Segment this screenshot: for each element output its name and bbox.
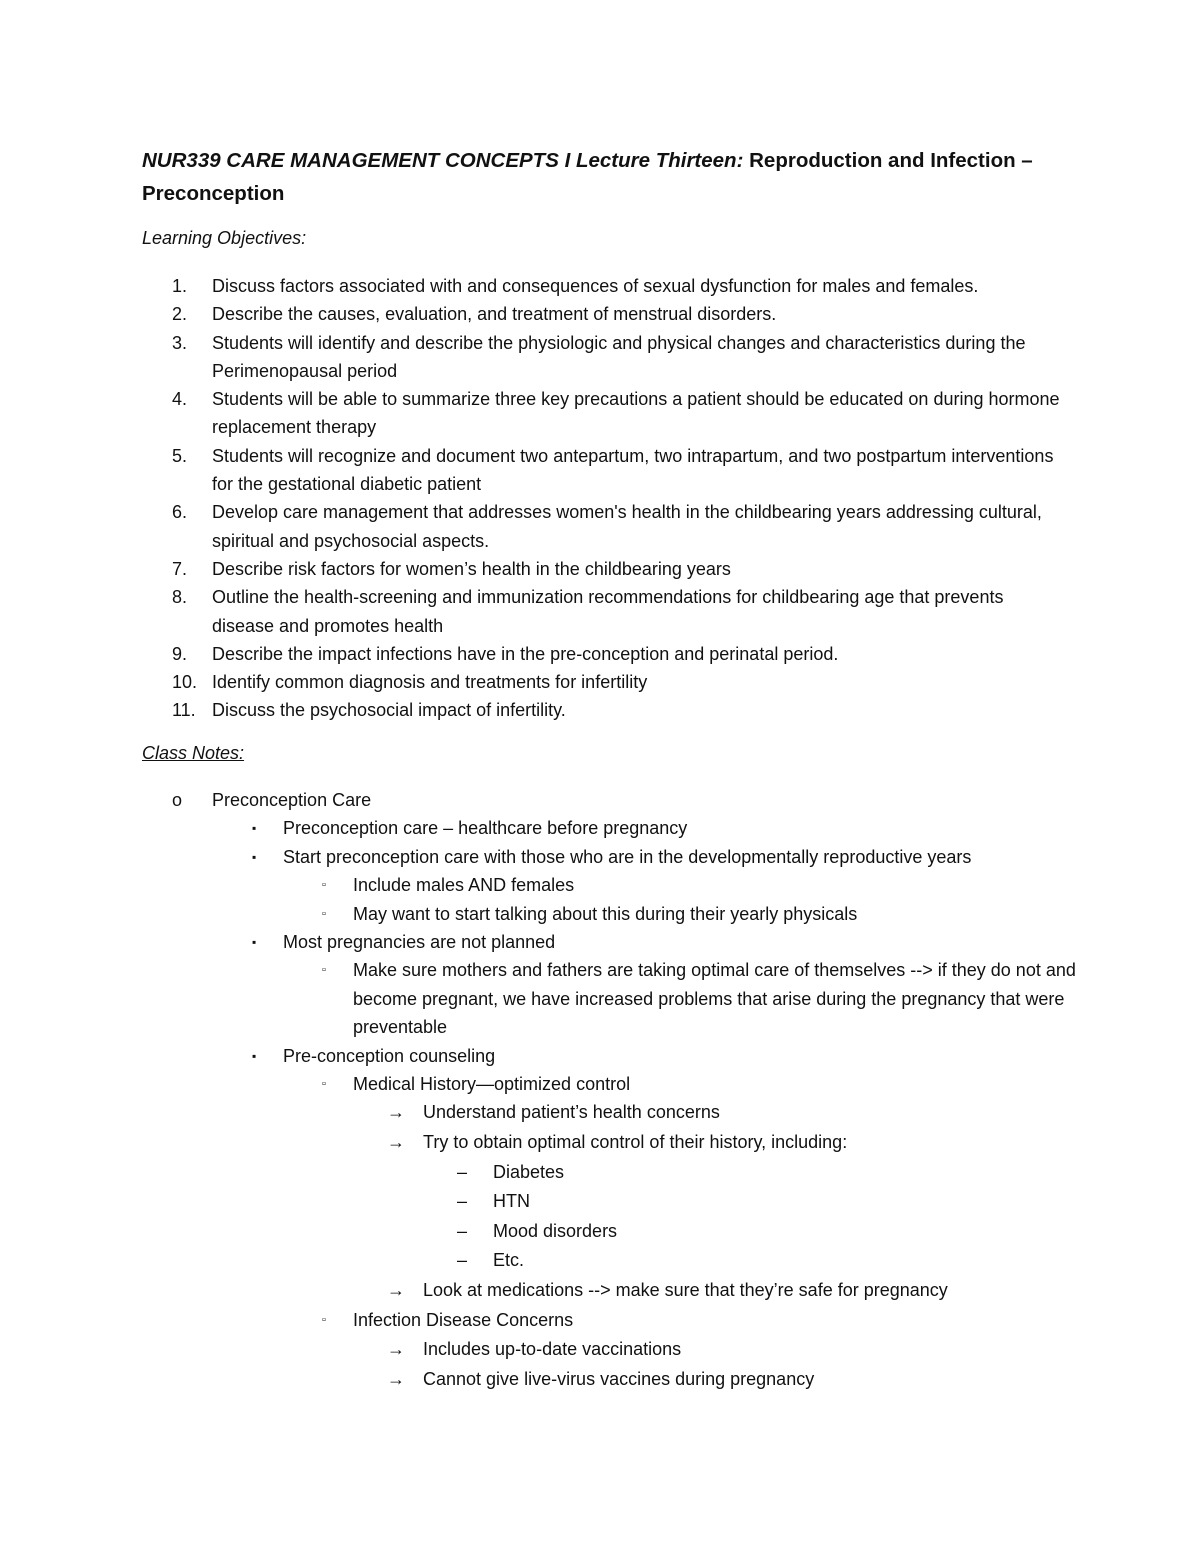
note-text: Includes up-to-date vaccinations <box>423 1339 682 1360</box>
note-item <box>142 1276 1082 1306</box>
arrow-bullet-icon: → <box>387 1132 405 1153</box>
note-text: Look at medications --> make sure that they’re safe for pregnancy <box>423 1280 948 1301</box>
objective-number: 8. <box>172 587 188 608</box>
objective-number: 2. <box>172 304 188 325</box>
note-text: Try to obtain optimal control of their history, including: <box>423 1132 848 1153</box>
objective-item <box>142 668 1062 696</box>
objective-item <box>142 300 1062 328</box>
objective-text: Describe the causes, evaluation, and treatment of menstrual disorders. <box>212 304 777 325</box>
note-item <box>142 956 1082 1041</box>
objective-number: 4. <box>172 389 188 410</box>
dash-bullet-icon: – <box>457 1250 468 1271</box>
note-item <box>142 900 1082 928</box>
hollow-square-bullet-icon: ▫ <box>322 879 326 892</box>
note-item <box>142 1187 1082 1217</box>
learning-objectives-heading: Learning Objectives: <box>142 228 307 248</box>
note-item <box>142 1098 1082 1128</box>
objective-item <box>142 696 1062 724</box>
objective-item <box>142 583 1062 640</box>
note-item <box>142 1246 1082 1276</box>
note-item <box>142 1365 1082 1395</box>
square-bullet-icon: ▪ <box>252 935 257 950</box>
note-text: Include males AND females <box>353 875 575 896</box>
note-item <box>142 1070 1082 1098</box>
objective-text: Discuss the psychosocial impact of infertility. <box>212 700 566 721</box>
note-text: Etc. <box>493 1250 525 1271</box>
objective-text: Discuss factors associated with and consequences of sexual dysfunction for males and females. <box>212 276 979 296</box>
note-text: Make sure mothers and fathers are taking optimal care of themselves --> if they do not and become pregnant, we have increased problems that arise during the pregnancy that were preventable <box>353 960 1076 1038</box>
objective-number: 1. <box>172 276 188 296</box>
objective-item <box>142 329 1062 386</box>
note-item <box>142 1306 1082 1336</box>
note-text: May want to start talking about this during their yearly physicals <box>353 903 858 924</box>
note-item <box>142 786 1082 814</box>
arrow-bullet-icon: → <box>387 1102 405 1123</box>
class-notes-heading: Class Notes: <box>142 743 245 763</box>
objective-number: 6. <box>172 502 188 523</box>
note-text: Medical History—optimized control <box>353 1074 631 1095</box>
objective-item <box>142 640 1062 668</box>
hollow-square-bullet-icon: ▫ <box>322 1078 326 1091</box>
objective-text: Outline the health-screening and immunization recommendations for childbearing age that prevents disease and promotes health <box>212 587 1004 636</box>
dash-bullet-icon: – <box>457 1191 468 1212</box>
objective-item <box>142 272 1062 300</box>
objective-item <box>142 555 1062 583</box>
square-bullet-icon: ▪ <box>252 821 257 836</box>
note-text: HTN <box>493 1191 530 1212</box>
note-text: Cannot give live-virus vaccines during pregnancy <box>423 1368 815 1389</box>
arrow-bullet-icon: → <box>387 1368 405 1389</box>
note-item <box>142 871 1082 899</box>
note-item <box>142 1335 1082 1365</box>
note-text: Infection Disease Concerns <box>353 1309 574 1330</box>
note-text: Start preconception care with those who are in the developmentally reproductive years <box>283 846 972 867</box>
hollow-square-bullet-icon: ▫ <box>322 964 326 977</box>
objective-number: 7. <box>172 558 188 579</box>
objective-item <box>142 498 1062 555</box>
note-text: Understand patient’s health concerns <box>423 1102 720 1123</box>
objective-number: 10. <box>172 672 198 693</box>
note-text: Most pregnancies are not planned <box>283 932 556 953</box>
objective-text: Describe the impact infections have in the pre-conception and perinatal period. <box>212 643 839 664</box>
objective-number: 11. <box>172 700 196 721</box>
note-item <box>142 814 1082 842</box>
lecture-topic: Reproduction and Infection – Preconception <box>142 149 1033 205</box>
objective-text: Students will recognize and document two antepartum, two intrapartum, and two postpartum interventions for the gestational diabetic patient <box>212 445 1054 495</box>
square-bullet-icon: ▪ <box>252 849 257 864</box>
note-text: Mood disorders <box>493 1220 618 1241</box>
page-title <box>142 144 1062 210</box>
objective-text: Develop care management that addresses women's health in the childbearing years addressing cultural, spiritual and psychosocial aspects. <box>212 502 1042 551</box>
dash-bullet-icon: – <box>457 1161 468 1182</box>
objective-item <box>142 442 1062 499</box>
objective-text: Describe risk factors for women’s health in the childbearing years <box>212 558 731 579</box>
note-text: Diabetes <box>493 1161 565 1182</box>
course-title: NUR339 CARE MANAGEMENT CONCEPTS I Lecture Thirteen: <box>142 149 744 172</box>
objectives-list <box>142 272 1062 725</box>
note-item <box>142 1158 1082 1188</box>
objective-number: 3. <box>172 332 188 353</box>
note-item <box>142 843 1082 871</box>
objective-text: Students will be able to summarize three key precautions a patient should be educated on during hormone replacement therapy <box>212 389 1060 438</box>
note-text: Preconception care – healthcare before pregnancy <box>283 818 688 839</box>
note-item <box>142 1217 1082 1247</box>
arrow-bullet-icon: → <box>387 1280 405 1301</box>
objective-number: 5. <box>172 445 188 466</box>
objective-text: Students will identify and describe the physiologic and physical changes and characteristics during the Perimenopausal period <box>212 332 1026 381</box>
note-text: Preconception Care <box>212 790 372 810</box>
class-notes-list <box>142 786 1082 1394</box>
arrow-bullet-icon: → <box>387 1339 405 1360</box>
objective-item <box>142 385 1062 442</box>
square-bullet-icon: ▪ <box>252 1048 257 1063</box>
note-text: Pre-conception counseling <box>283 1045 496 1066</box>
objective-number: 9. <box>172 643 188 664</box>
hollow-square-bullet-icon: ▫ <box>322 1313 326 1326</box>
circle-bullet-icon: o <box>172 790 183 810</box>
hollow-square-bullet-icon: ▫ <box>322 907 326 920</box>
note-item <box>142 1128 1082 1158</box>
note-item <box>142 928 1082 956</box>
note-item <box>142 1042 1082 1070</box>
objective-text: Identify common diagnosis and treatments for infertility <box>212 672 648 693</box>
dash-bullet-icon: – <box>457 1220 468 1241</box>
